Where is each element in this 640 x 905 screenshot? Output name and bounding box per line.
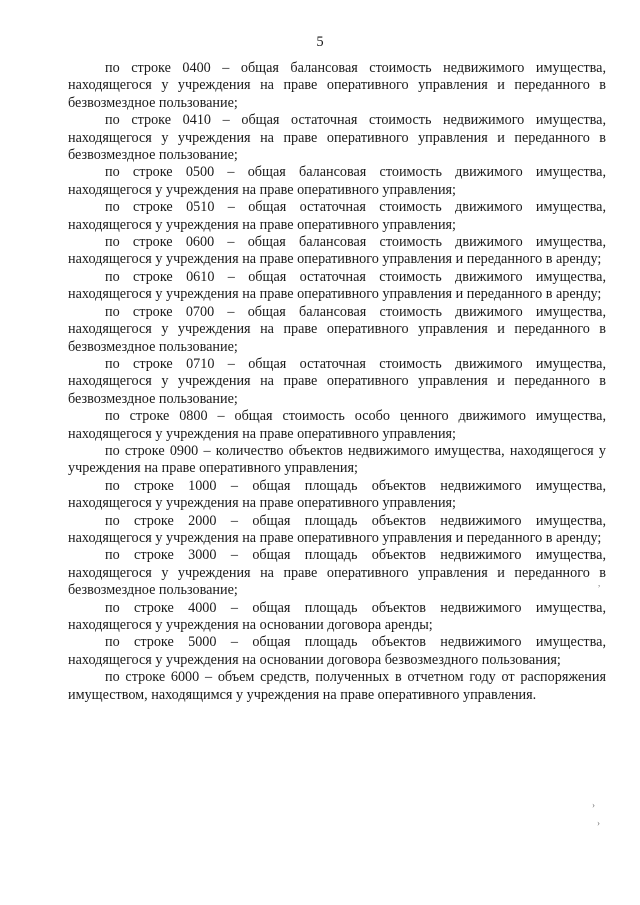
paragraph-row-4000: по строке 4000 – общая площадь объектов недвижимого имущества, находящегося у учреждения на основании договора аренды; (68, 599, 606, 633)
paragraph-row-0700: по строке 0700 – общая балансовая стоимость движимого имущества, находящегося у учреждения на праве оперативного управления и переданного в безвозмездное пользование; (68, 303, 606, 355)
paragraph-row-0510: по строке 0510 – общая остаточная стоимость движимого имущества, находящегося у учреждения на праве оперативного управления; (68, 199, 606, 233)
paragraph-row-0400: по строке 0400 – общая балансовая стоимость недвижимого имущества, находящегося у учреждения на праве оперативного управления и переданного в безвозмездное пользование; (68, 60, 606, 111)
paragraph-row-2000: по строке 2000 – общая площадь объектов недвижимого имущества, находящегося у учреждения на праве оперативного управления и переданного в аренду; (68, 512, 606, 546)
document-body (68, 60, 606, 704)
paragraph-row-0800: по строке 0800 – общая стоимость особо ценного движимого имущества, находящегося у учреждения на праве оперативного управления; (68, 408, 606, 442)
paragraph-row-6000: по строке 6000 – объем средств, полученных в отчетном году от распоряжения имуществом, находящимся у учреждения на праве оперативного управления. (68, 669, 606, 703)
paragraph-row-3000: по строке 3000 – общая площадь объектов недвижимого имущества, находящегося у учреждения на праве оперативного управления и переданного в безвозмездное пользование; (68, 547, 606, 599)
paragraph-row-0610: по строке 0610 – общая остаточная стоимость движимого имущества, находящегося у учреждения на праве оперативного управления и переданного в аренду; (68, 268, 606, 303)
paragraph-row-0410: по строке 0410 – общая остаточная стоимость недвижимого имущества, находящегося у учреждения на праве оперативного управления и переданного в безвозмездное пользование; (68, 112, 606, 164)
paragraph-row-5000: по строке 5000 – общая площадь объектов недвижимого имущества, находящегося у учреждения на основании договора безвозмездного пользования; (68, 634, 606, 668)
paragraph-row-1000: по строке 1000 – общая площадь объектов недвижимого имущества, находящегося у учреждения на праве оперативного управления; (68, 477, 606, 512)
margin-mark: › (597, 818, 600, 828)
paragraph-row-0500: по строке 0500 – общая балансовая стоимость движимого имущества, находящегося у учреждения на праве оперативного управления; (68, 164, 606, 198)
paragraph-row-0710: по строке 0710 – общая остаточная стоимость движимого имущества, находящегося у учреждения на праве оперативного управления и переданного в безвозмездное пользование; (68, 355, 606, 407)
paragraph-row-0900: по строке 0900 – количество объектов недвижимого имущества, находящегося у учреждения на праве оперативного управления; (68, 442, 606, 477)
page-number: 5 (316, 34, 324, 50)
paragraph-row-0600: по строке 0600 – общая балансовая стоимость движимого имущества, находящегося у учреждения на праве оперативного управления и переданного в аренду; (68, 234, 606, 268)
margin-mark: , (598, 578, 601, 588)
margin-mark: › (592, 800, 595, 810)
